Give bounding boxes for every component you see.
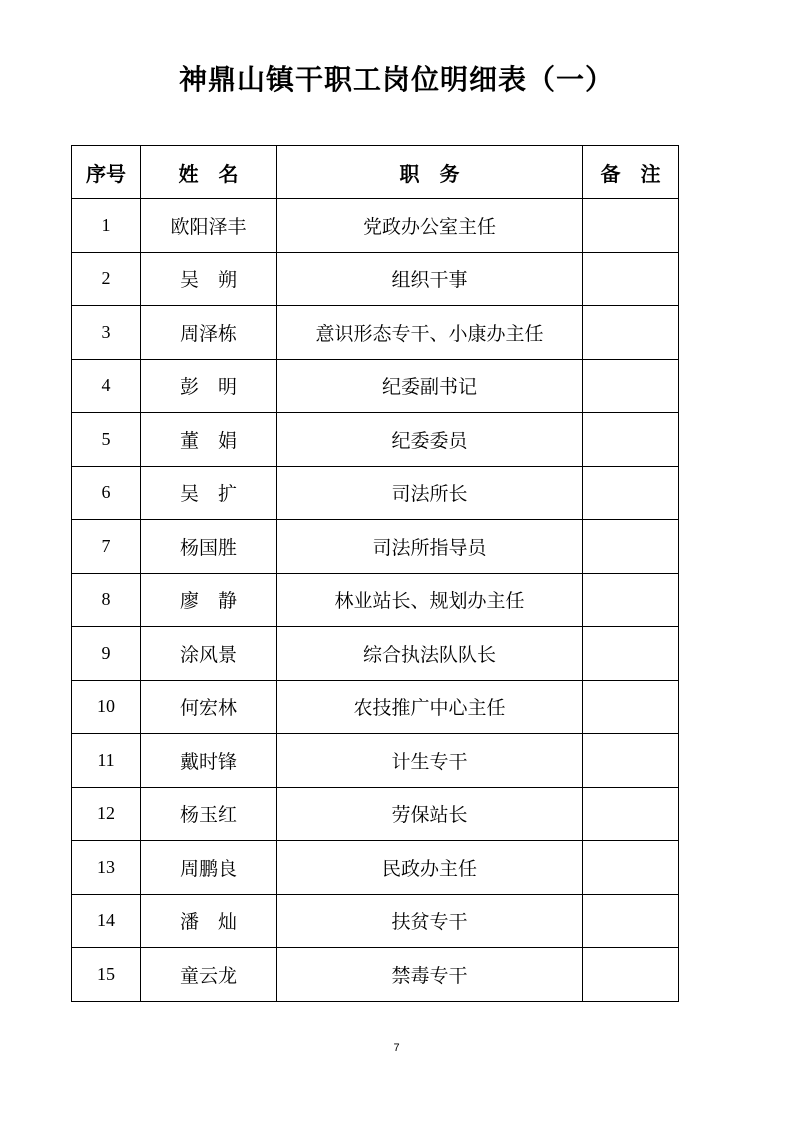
cell-position: 禁毒专干 bbox=[277, 948, 583, 1002]
page-number: 7 bbox=[393, 1042, 400, 1054]
cell-serial-number: 7 bbox=[72, 520, 141, 574]
table-row bbox=[72, 359, 679, 413]
table-row bbox=[72, 520, 679, 574]
cell-name: 戴时锋 bbox=[141, 734, 277, 788]
table-row bbox=[72, 413, 679, 467]
cell-position: 林业站长、规划办主任 bbox=[277, 573, 583, 627]
cell-name: 吴 朔 bbox=[141, 252, 277, 306]
cell-name: 董 娟 bbox=[141, 413, 277, 467]
header-serial-number: 序号 bbox=[72, 146, 141, 199]
cell-remarks bbox=[583, 841, 679, 895]
cell-name: 吴 扩 bbox=[141, 466, 277, 520]
header-name: 姓 名 bbox=[141, 146, 277, 199]
table-row bbox=[72, 573, 679, 627]
cell-position: 纪委委员 bbox=[277, 413, 583, 467]
cell-serial-number: 15 bbox=[72, 948, 141, 1002]
cell-serial-number: 14 bbox=[72, 894, 141, 948]
table-row bbox=[72, 894, 679, 948]
cell-serial-number: 11 bbox=[72, 734, 141, 788]
cell-name: 潘 灿 bbox=[141, 894, 277, 948]
cell-name: 周泽栋 bbox=[141, 306, 277, 360]
cell-name: 童云龙 bbox=[141, 948, 277, 1002]
cell-remarks bbox=[583, 734, 679, 788]
cell-remarks bbox=[583, 627, 679, 681]
cell-name: 杨玉红 bbox=[141, 787, 277, 841]
cell-serial-number: 9 bbox=[72, 627, 141, 681]
cell-serial-number: 8 bbox=[72, 573, 141, 627]
table-row bbox=[72, 627, 679, 681]
table-row bbox=[72, 787, 679, 841]
cell-remarks bbox=[583, 787, 679, 841]
table-row bbox=[72, 948, 679, 1002]
cell-name: 彭 明 bbox=[141, 359, 277, 413]
cell-position: 司法所长 bbox=[277, 466, 583, 520]
table-row bbox=[72, 680, 679, 734]
cell-serial-number: 3 bbox=[72, 306, 141, 360]
cell-name: 周鹏良 bbox=[141, 841, 277, 895]
cell-position: 民政办主任 bbox=[277, 841, 583, 895]
cell-name: 欧阳泽丰 bbox=[141, 199, 277, 253]
table-row bbox=[72, 199, 679, 253]
cell-remarks bbox=[583, 573, 679, 627]
cell-name: 廖 静 bbox=[141, 573, 277, 627]
table-row bbox=[72, 306, 679, 360]
cell-serial-number: 12 bbox=[72, 787, 141, 841]
cell-remarks bbox=[583, 252, 679, 306]
document-title: 神鼎山镇干职工岗位明细表（一） bbox=[178, 63, 614, 96]
header-remarks: 备 注 bbox=[583, 146, 679, 199]
cell-name: 涂风景 bbox=[141, 627, 277, 681]
cell-serial-number: 13 bbox=[72, 841, 141, 895]
cell-serial-number: 1 bbox=[72, 199, 141, 253]
cell-remarks bbox=[583, 306, 679, 360]
cell-remarks bbox=[583, 680, 679, 734]
table-row bbox=[72, 841, 679, 895]
cell-position: 综合执法队队长 bbox=[277, 627, 583, 681]
cell-serial-number: 2 bbox=[72, 252, 141, 306]
cell-remarks bbox=[583, 359, 679, 413]
cell-position: 意识形态专干、小康办主任 bbox=[277, 306, 583, 360]
cell-position: 司法所指导员 bbox=[277, 520, 583, 574]
cell-serial-number: 4 bbox=[72, 359, 141, 413]
cell-serial-number: 10 bbox=[72, 680, 141, 734]
cell-remarks bbox=[583, 894, 679, 948]
cell-position: 党政办公室主任 bbox=[277, 199, 583, 253]
table-row bbox=[72, 734, 679, 788]
cell-position: 纪委副书记 bbox=[277, 359, 583, 413]
table-row bbox=[72, 466, 679, 520]
cell-remarks bbox=[583, 199, 679, 253]
cell-position: 扶贫专干 bbox=[277, 894, 583, 948]
cell-name: 何宏林 bbox=[141, 680, 277, 734]
header-position: 职 务 bbox=[277, 146, 583, 199]
cell-position: 劳保站长 bbox=[277, 787, 583, 841]
cell-name: 杨国胜 bbox=[141, 520, 277, 574]
cell-position: 农技推广中心主任 bbox=[277, 680, 583, 734]
table-header-row bbox=[72, 146, 679, 199]
cell-serial-number: 6 bbox=[72, 466, 141, 520]
staff-position-table bbox=[71, 145, 679, 1002]
cell-serial-number: 5 bbox=[72, 413, 141, 467]
cell-remarks bbox=[583, 948, 679, 1002]
cell-remarks bbox=[583, 413, 679, 467]
cell-position: 计生专干 bbox=[277, 734, 583, 788]
cell-remarks bbox=[583, 466, 679, 520]
cell-remarks bbox=[583, 520, 679, 574]
table-row bbox=[72, 252, 679, 306]
cell-position: 组织干事 bbox=[277, 252, 583, 306]
